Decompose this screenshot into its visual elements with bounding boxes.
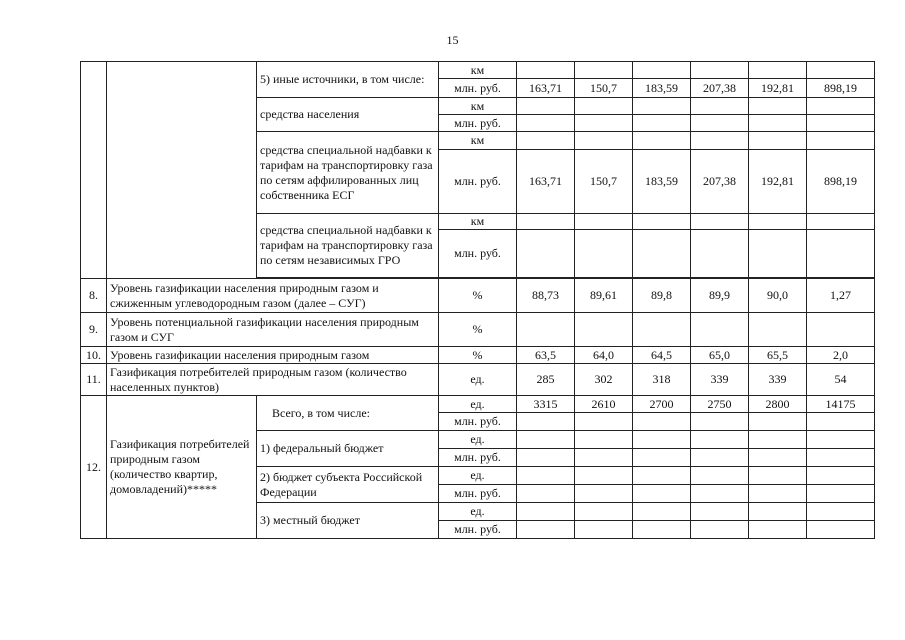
unit-cell: млн. руб. (439, 521, 517, 539)
value-cell: 89,8 (633, 279, 691, 313)
value-cell: 302 (575, 364, 633, 396)
value-cell: 64,0 (575, 347, 633, 364)
regional-budget-label: 2) бюджет субъекта Российской Федерации (257, 467, 439, 503)
value-cell: 207,38 (691, 150, 749, 214)
unit-cell: млн. руб. (439, 230, 517, 278)
population-funds-label: средства населения (257, 98, 439, 132)
unit-cell: км (439, 214, 517, 230)
value-cell: 898,19 (807, 79, 875, 98)
other-sources-label: 5) иные источники, в том числе: (257, 62, 439, 98)
table-row (81, 62, 875, 79)
value-cell: 339 (749, 364, 807, 396)
row-number-cell (81, 62, 107, 279)
value-cell: 192,81 (749, 79, 807, 98)
value-cell: 163,71 (517, 150, 575, 214)
unit-cell: % (439, 279, 517, 313)
value-cell: 192,81 (749, 150, 807, 214)
indicator-label: Уровень потенциальной газификации населения природным газом и СУГ (107, 313, 439, 347)
value-cell: 14175 (807, 396, 875, 413)
value-cell: 2610 (575, 396, 633, 413)
unit-cell: млн. руб. (439, 115, 517, 132)
value-cell: 64,5 (633, 347, 691, 364)
unit-cell: % (439, 313, 517, 347)
local-budget-label: 3) местный бюджет (257, 503, 439, 539)
unit-cell: км (439, 98, 517, 115)
value-cell: 150,7 (575, 79, 633, 98)
row-number: 9. (81, 313, 107, 347)
unit-cell: % (439, 347, 517, 364)
value-cell: 1,27 (807, 279, 875, 313)
indicator-label: Уровень газификации населения природным газом и сжиженным углеводородным газом (далее – СУГ) (107, 279, 439, 313)
indicator-label: Газификация потребителей природным газом (количество квартир, домовладений)***** (107, 396, 257, 539)
unit-cell: ед. (439, 503, 517, 521)
value-cell: 3315 (517, 396, 575, 413)
value-cell: 54 (807, 364, 875, 396)
value-cell: 898,19 (807, 150, 875, 214)
value-cell: 183,59 (633, 150, 691, 214)
value-cell: 65,0 (691, 347, 749, 364)
value-cell: 65,5 (749, 347, 807, 364)
value-cell: 2700 (633, 396, 691, 413)
value-cell: 183,59 (633, 79, 691, 98)
table-row (81, 396, 875, 413)
gro-markup-label: средства специальной надбавки к тарифам на транспортировку газа по сетям независимых ГРО (257, 214, 439, 278)
indicator-cell (107, 62, 257, 279)
value-cell: 88,73 (517, 279, 575, 313)
row-number: 12. (81, 396, 107, 539)
page-number: 15 (446, 33, 459, 47)
indicator-label: Газификация потребителей природным газом (количество населенных пунктов) (107, 364, 439, 396)
table-row (81, 313, 875, 347)
value-cell: 63,5 (517, 347, 575, 364)
value-cell: 90,0 (749, 279, 807, 313)
unit-cell: ед. (439, 431, 517, 449)
gasification-table (80, 61, 875, 539)
value-cell: 163,71 (517, 79, 575, 98)
unit-cell: млн. руб. (439, 150, 517, 214)
unit-cell: км (439, 62, 517, 79)
unit-cell: ед. (439, 396, 517, 413)
value-cell: 285 (517, 364, 575, 396)
total-label: Всего, в том числе: (257, 396, 439, 431)
unit-cell: млн. руб. (439, 449, 517, 467)
unit-cell: ед. (439, 467, 517, 485)
federal-budget-label: 1) федеральный бюджет (257, 431, 439, 467)
unit-cell: млн. руб. (439, 485, 517, 503)
unit-cell: ед. (439, 364, 517, 396)
row-number: 11. (81, 364, 107, 396)
value-cell: 2,0 (807, 347, 875, 364)
table-row (81, 279, 875, 313)
value-cell: 89,9 (691, 279, 749, 313)
row-number: 10. (81, 347, 107, 364)
value-cell: 318 (633, 364, 691, 396)
indicator-label: Уровень газификации населения природным газом (107, 347, 439, 364)
row-number: 8. (81, 279, 107, 313)
esg-markup-label: средства специальной надбавки к тарифам на транспортировку газа по сетям аффилированных лиц собственника ЕСГ (257, 132, 439, 214)
value-cell: 150,7 (575, 150, 633, 214)
table-row (81, 347, 875, 364)
value-cell: 2800 (749, 396, 807, 413)
table-row (81, 364, 875, 396)
value-cell: 89,61 (575, 279, 633, 313)
unit-cell: млн. руб. (439, 79, 517, 98)
value-cell: 207,38 (691, 79, 749, 98)
unit-cell: млн. руб. (439, 413, 517, 431)
value-cell: 2750 (691, 396, 749, 413)
value-cell: 339 (691, 364, 749, 396)
unit-cell: км (439, 132, 517, 150)
